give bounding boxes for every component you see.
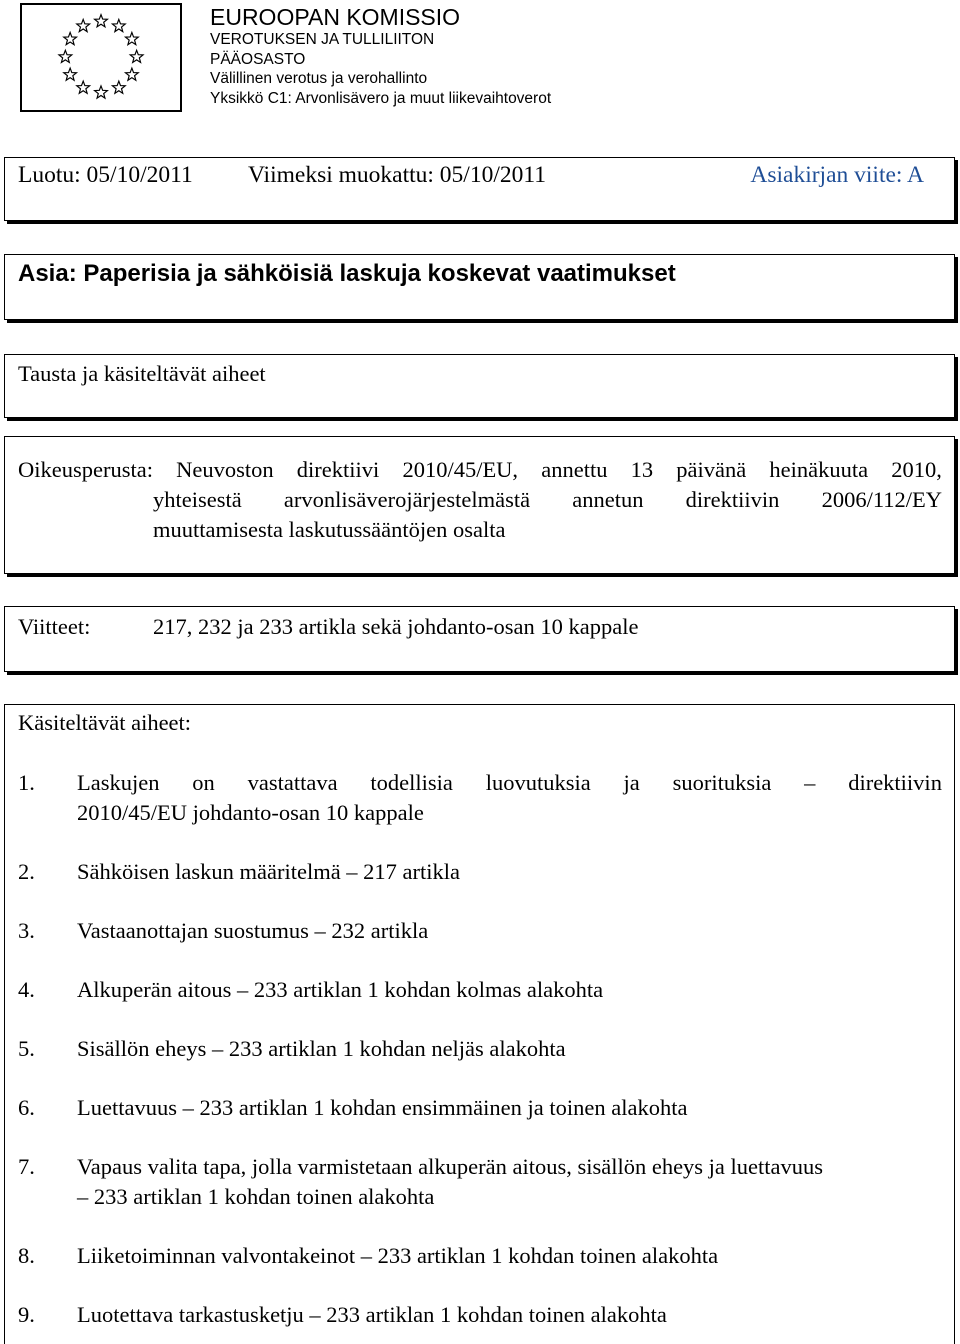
topic-word: Laskujen (77, 770, 160, 795)
star-icon (112, 81, 125, 93)
legal-basis-line-2: yhteisestä arvonlisäverojärjestelmästä annetun direktiivin 2006/112/EY (153, 487, 942, 512)
star-icon (130, 50, 143, 62)
topic-item (18, 1034, 942, 1064)
document-reference: Asiakirjan viite: A (750, 162, 924, 188)
star-icon (59, 50, 72, 62)
topic-number: 7. (18, 1154, 35, 1179)
legal-basis-word: Oikeusperusta: (18, 457, 153, 482)
topic-item (18, 1300, 942, 1330)
topic-number: 6. (18, 1095, 35, 1120)
star-icon (125, 68, 138, 80)
dg-line-2: PÄÄOSASTO (210, 50, 306, 68)
topic-item (18, 1152, 942, 1212)
eu-flag-logo (20, 3, 182, 112)
org-name: EUROOPAN KOMISSIO (210, 4, 461, 30)
topic-text: Alkuperän aitous – 233 artiklan 1 kohdan kolmas alakohta (77, 977, 604, 1002)
topic-number: 1. (18, 770, 35, 795)
background-title: Tausta ja käsiteltävät aiheet (18, 361, 266, 386)
topic-text: Liiketoiminnan valvontakeinot – 233 artiklan 1 kohdan toinen alakohta (77, 1243, 719, 1268)
topic-item (18, 975, 942, 1005)
topic-number: 8. (18, 1243, 35, 1268)
star-icon (95, 86, 108, 98)
topic-number: 3. (18, 918, 35, 943)
legal-basis-line-1 (18, 455, 942, 485)
star-icon (77, 81, 90, 93)
topic-number: 5. (18, 1036, 35, 1061)
topic-word: luovutuksia (485, 770, 591, 795)
header (210, 4, 551, 108)
topic-text: Luotettava tarkastusketju – 233 artiklan 1 kohdan toinen alakohta (77, 1302, 667, 1327)
topics-title: Käsiteltävät aiheet: (18, 710, 192, 735)
topic-text-line-1: Vapaus valita tapa, jolla varmistetaan alkuperän aitous, sisällön eheys ja luettavuus (77, 1154, 824, 1179)
legal-basis-word: heinäkuuta (769, 457, 869, 482)
legal-basis-word: 2010, (891, 457, 942, 482)
topic-text-line-1 (77, 768, 942, 798)
references-value: 217, 232 ja 233 artikla sekä johdanto-osan 10 kappale (153, 614, 639, 639)
topic-text: Sisällön eheys – 233 artiklan 1 kohdan neljäs alakohta (77, 1036, 566, 1061)
unit: Yksikkö C1: Arvonlisävero ja muut liikevaihtoverot (210, 89, 552, 107)
topic-text: Sähköisen laskun määritelmä – 217 artikla (77, 859, 461, 884)
topic-word: ja (623, 770, 640, 795)
topic-text: Vastaanottajan suostumus – 232 artikla (77, 918, 429, 943)
created-date: Luotu: 05/10/2011 (18, 162, 193, 188)
modified-date: Viimeksi muokattu: 05/10/2011 (248, 162, 546, 188)
legal-basis-word: Neuvoston (176, 457, 274, 482)
topic-word: suorituksia (672, 770, 772, 795)
topic-text (77, 1152, 942, 1212)
topic-item (18, 1093, 942, 1123)
star-icon (125, 32, 138, 44)
star-icon (95, 15, 108, 27)
topic-text: Luettavuus – 233 artiklan 1 kohdan ensimmäinen ja toinen alakohta (77, 1095, 688, 1120)
eu-flag-stars-icon (22, 5, 180, 110)
legal-basis-word: päivänä (676, 457, 747, 482)
subject-title: Asia: Paperisia ja sähköisiä laskuja koskevat vaatimukset (18, 260, 676, 287)
topic-word: on (192, 770, 215, 795)
dg-line-1: VEROTUKSEN JA TULLILIITON (210, 31, 435, 48)
topic-word: todellisia (370, 770, 453, 795)
legal-basis-word: 2010/45/EU, (402, 457, 519, 482)
topic-text (77, 768, 942, 828)
topic-item (18, 857, 942, 887)
star-icon (64, 32, 77, 44)
legal-basis-word: direktiivi (296, 457, 380, 482)
topic-item (18, 1241, 942, 1271)
star-icon (64, 68, 77, 80)
legal-basis (18, 455, 942, 545)
directorate: Välillinen verotus ja verohallinto (210, 70, 428, 87)
topic-word: – (804, 770, 816, 795)
topic-number: 9. (18, 1302, 35, 1327)
star-icon (77, 19, 90, 31)
topic-item (18, 916, 942, 946)
references-label: Viitteet: (18, 614, 91, 639)
star-icon (112, 19, 125, 31)
topic-word: direktiivin (848, 770, 942, 795)
topic-word: vastattava (247, 770, 338, 795)
legal-basis-word: 13 (630, 457, 654, 482)
topic-item (18, 768, 942, 828)
topic-number: 4. (18, 977, 35, 1002)
legal-basis-word: annettu (541, 457, 608, 482)
topic-text-line-2: – 233 artiklan 1 kohdan toinen alakohta (77, 1184, 435, 1209)
legal-basis-line-3: muuttamisesta laskutussääntöjen osalta (153, 517, 506, 542)
topic-number: 2. (18, 859, 35, 884)
topic-text-line-2: 2010/45/EU johdanto-osan 10 kappale (77, 800, 424, 825)
